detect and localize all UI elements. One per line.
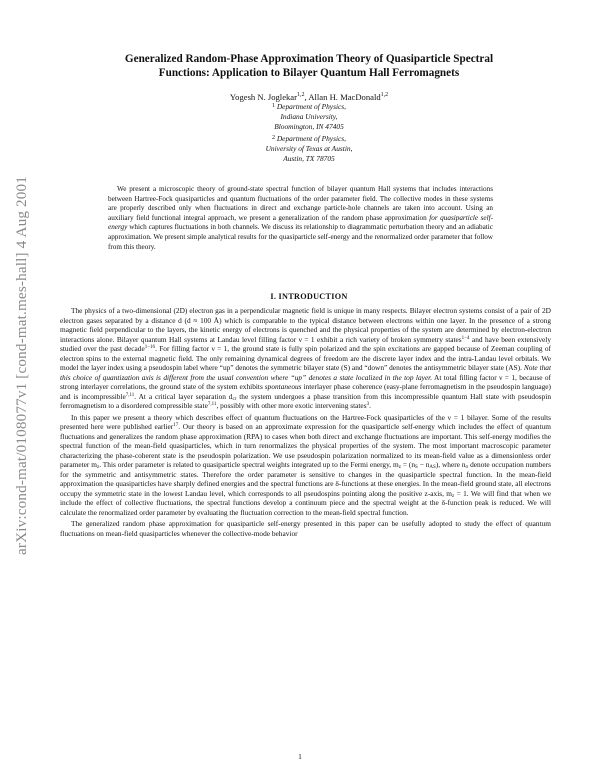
intro-paragraph-3: The generalized random phase approximation for quasiparticle self-energy presented in this paper can be usefully adopted to study the effect of quantum fluctuations on mean-field quasiparticles whenever the collective-mode behavior <box>60 519 551 538</box>
author-1: Yogesh N. Joglekar <box>229 91 297 102</box>
author-2: Allan H. MacDonald <box>308 91 381 102</box>
introduction-body <box>60 306 551 540</box>
author-2-affil: 1,2 <box>380 92 389 98</box>
affil-line-3: Bloomington, IN 47405 <box>274 122 344 132</box>
affil-line-5: University of Texas at Austin, <box>265 143 353 153</box>
section-heading: I. INTRODUCTION <box>270 292 348 301</box>
author-separator: , <box>304 91 309 102</box>
author-1-affil: 1,2 <box>297 92 305 98</box>
paper-title <box>70 52 548 80</box>
title-line-1: Generalized Random-Phase Approximation Theory of Quasiparticle Spectral <box>124 53 494 65</box>
affil-line-6: Austin, TX 78705 <box>283 154 335 164</box>
arxiv-watermark: arXiv:cond-mat/0108077v1 [cond-mat.mes-hall] 4 Aug 2001 <box>13 175 30 555</box>
page-number: 1 <box>298 752 302 761</box>
title-line-2: Functions: Application to Bilayer Quantum Hall Ferromagnets <box>158 67 460 79</box>
intro-paragraph-1: The physics of a two-dimensional (2D) electron gas in a perpendicular magnetic field is unique in many respects. Bilayer electron systems consist of a pair of 2D electron gases separated by a distance d (d ≈ 100 Å) which is comparable to the typical distance between electrons within one layer. In the presence of a strong magnetic field perpendicular to the layers, the kinetic energy of electrons is quenched and the physical properties of the system are determined by electron-electron interactions alone. Bilayer quantum Hall systems at Landau level filling factor ν = 1 exhibit a rich variety of broken symmetry states$^{1-4}$ and have been extensively studied over the past decade$^{1-16}$. For filling factor ν = 1, the ground state is fully spin polarized and the spin excitations are gapped because of Zeeman coupling of electron spins to the external magnetic field. The only remaining dynamical degrees of freedom are the discrete layer index and the intra-Landau level orbitals. We model the layer index using a pseudospin label where “up” denotes the symmetric bilayer state (S) and “down” denotes the antisymmetric bilayer state (AS). Note that this choice of quantization axis is different from the usual convention where “up” denotes a state localized in the top layer. At total filling factor ν = 1, because of strong interlayer correlations, the ground state of the system exhibits spontaneous interlayer phase coherence (easy-plane ferromagnetism in the pseudospin language) and is incompressible$^{7,11}$. At a critical layer separation $d_{cr}$ the system undergoes a phase transition from this incompressible quantum Hall state with pseudospin ferromagnetism to a disordered compressible state$^{7,11}$, possibly with other more exotic intervening states$^3$. <box>60 306 551 411</box>
affil-line-2: Indiana University, <box>280 112 338 122</box>
intro-paragraph-2: In this paper we present a theory which describes effect of quantum fluctuations on the Hartree-Fock quasiparticles of the ν = 1 bilayer. Some of the results presented here were published earlier$^{17}$. Our theory is based on an approximate expression for the quasiparticle self-energy which includes the effect of quantum fluctuations and generalizes the random phase approximation (RPA) to cases when both direct and exchange fluctuations are important. This self-energy modifies the spectral function of the mean-field quasiparticles, which in turn renormalizes the physical properties of the system. The most important macroscopic parameter characterizing the phase-coherent state is the pseudospin polarization. We use pseudospin polarization normalized to its mean-field value as a dimensionless order parameter $m_z$. This order parameter is related to quasiparticle spectral weights integrated up to the Fermi energy, $m_z = (n_S - n_{AS})$, where $n_\sigma$ denote occupation numbers for the symmetric and antisymmetric states. Therefore the order parameter is sensitive to changes in the quasiparticle spectral function. In the mean-field approximation the quasiparticles have sharply defined energies and the spectral functions are δ-functions at these energies. In the mean-field ground state, all electrons occupy the symmetric state in the lowest Landau level, which corresponds to all pseudospins pointing along the positive z-axis, $m_z = 1$. We will find that when we include the effect of collective fluctuations, the spectral functions develop a continuum piece and the spectral weight at the δ-function peak is reduced. We will calculate the renormalized order parameter by evaluating the fluctuation correction to the mean-field spectral function. <box>60 412 552 517</box>
affil-line-4: $^2$ Department of Physics, <box>271 133 347 143</box>
affil-line-1: $^1$ Department of Physics, <box>271 102 347 111</box>
affiliations <box>70 101 548 164</box>
abstract: We present a microscopic theory of ground-state spectral function of bilayer quantum Hall systems that includes interactions between Hartree-Fock quasiparticles and quantum fluctuations of the order parameter field. The collective modes in these systems are properly described only when fluctuations in direct and exchange particle-hole channels are taken into account. Using an auxiliary field functional integral approach, we present a generalization of the random phase approximation for quasiparticle self-energy which captures fluctuations in both channels. We discuss its relationship to diagrammatic perturbation theory and an adiabatic approximation. We present simple analytical results for the quasiparticle self-energy and the renormalized order parameter that follow from this theory. <box>108 185 493 251</box>
